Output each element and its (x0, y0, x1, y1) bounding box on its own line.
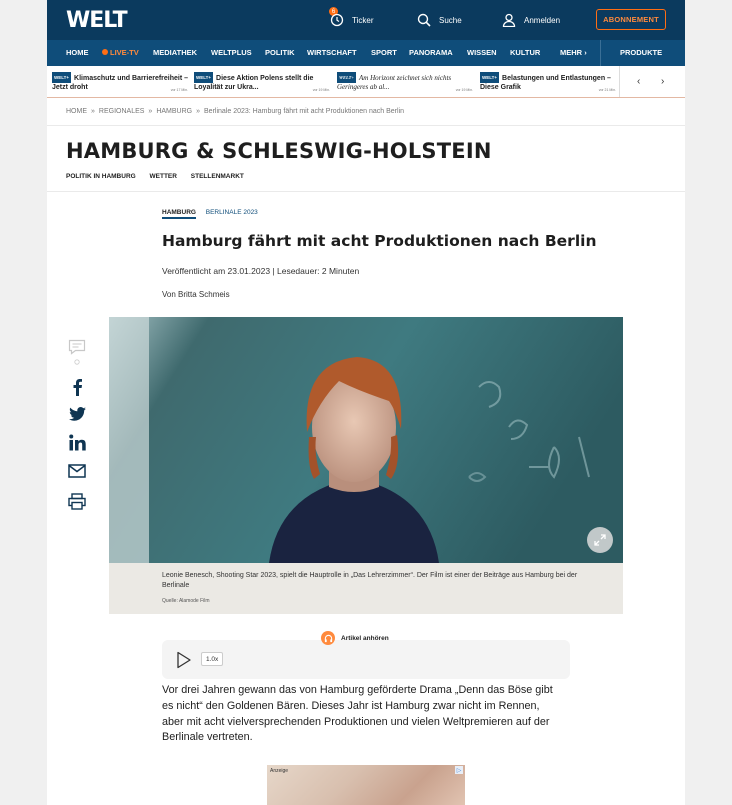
breadcrumb-item[interactable]: HOME (66, 108, 87, 115)
teaser-title: Belastungen und Entlastungen – Diese Grafik (480, 75, 611, 91)
nav-item-mediathek[interactable]: MEDIATHEK (153, 48, 198, 57)
teaser-item[interactable] (480, 72, 618, 94)
article-categories (162, 209, 258, 216)
nav-item-more[interactable] (560, 48, 587, 57)
category-link[interactable]: HAMBURG (162, 209, 196, 219)
welt-plus-badge: WELT+ (480, 72, 499, 83)
teaser-time: vor 19 Min. (455, 88, 473, 92)
article-headline: Hamburg fährt mit acht Produktionen nach Berlin (162, 232, 597, 250)
breadcrumb-item[interactable]: REGIONALES (98, 108, 145, 115)
chevron-right-icon: › (584, 48, 587, 57)
article-body: Vor drei Jahren gewann das von Hamburg geförderte Drama „Denn das Böse gibt es nicht“ den Goldenen Bären. Dieses Jahr ist Hamburg zwar nicht im Rennen, aber mit acht vielversprechenden Produktionen und vielen Weltpremieren auf der Berlinale vertreten. (162, 684, 553, 744)
teaser-time: vor 21 Min. (598, 88, 616, 92)
subscribe-button[interactable]: ABONNEMENT (596, 9, 666, 30)
linkedin-icon[interactable] (67, 432, 87, 452)
teaser-item[interactable] (194, 72, 332, 94)
divider (47, 125, 685, 126)
teaser-title: Diese Aktion Polens stellt die Loyalität zur Ukra... (194, 75, 314, 91)
ticker-label: Ticker (352, 15, 374, 25)
listen-article-label: Artikel anhören (341, 634, 389, 642)
search-link[interactable] (417, 0, 462, 40)
article-figure (109, 317, 623, 614)
nav-item-politik[interactable]: POLITIK (265, 48, 295, 57)
comment-count-icon (67, 357, 87, 367)
mail-icon[interactable] (67, 461, 87, 481)
nav-item-weltplus[interactable]: WELTPLUS (211, 48, 252, 57)
page (47, 0, 685, 805)
comment-icon[interactable] (67, 337, 87, 357)
main-nav (47, 40, 685, 66)
photo-caption: Leonie Benesch, Shooting Star 2023, spielt die Hauptrolle in „Das Lehrerzimmer“. Der Film ist einer der Beiträge aus Hamburg bei der Berlinale (162, 572, 578, 589)
strip-divider (619, 66, 620, 97)
sublink-politik[interactable]: POLITIK IN HAMBURG (66, 173, 136, 180)
nav-item-panorama[interactable]: PANORAMA (409, 48, 453, 57)
advertisement[interactable] (267, 765, 465, 805)
login-label: Anmelden (524, 15, 561, 25)
ad-label: Anzeige (270, 768, 289, 774)
section-title[interactable]: HAMBURG & SCHLESWIG-HOLSTEIN (66, 139, 492, 163)
teaser-item[interactable] (52, 72, 190, 94)
top-header (47, 0, 685, 40)
article-author: Von Britta Schmeis (162, 290, 230, 299)
headphones-icon (321, 631, 335, 645)
breadcrumb: HOME » REGIONALES » HAMBURG » Berlinale 2023: Hamburg fährt mit acht Produktionen nach Berlin (66, 108, 405, 115)
live-dot-icon (102, 49, 108, 55)
breadcrumb-current: Berlinale 2023: Hamburg fährt mit acht Produktionen nach Berlin (204, 108, 405, 115)
sublink-wetter[interactable]: WETTER (149, 173, 177, 180)
section-sublinks (66, 173, 256, 180)
nav-more-label: MEHR (560, 48, 583, 57)
welt-logo[interactable]: WELT (66, 8, 127, 33)
article-meta: Veröffentlicht am 23.01.2023 | Lesedauer: 2 Minuten (162, 266, 360, 276)
ad-choices-icon[interactable]: ▷ (456, 767, 462, 774)
login-link[interactable] (502, 0, 560, 40)
nav-item-home[interactable]: HOME (66, 48, 89, 57)
playback-speed-button[interactable]: 1.0x (201, 652, 223, 666)
teaser-time: vor 19 Min. (312, 88, 330, 92)
clock-icon (330, 13, 344, 27)
nav-item-wirtschaft[interactable]: WIRTSCHAFT (307, 48, 357, 57)
teaser-title: Am Horizont zeichnet sich nichts Geringeres ab al... (337, 74, 452, 91)
chevron-right-icon[interactable]: › (661, 76, 665, 87)
search-label: Suche (439, 15, 462, 25)
nav-item-produkte[interactable]: PRODUKTE (620, 48, 663, 57)
teaser-title: Klimaschutz und Barrierefreiheit – Jetzt droht (52, 75, 189, 91)
ticker-badge: 6 (329, 7, 338, 16)
twitter-icon[interactable] (67, 404, 87, 424)
sublink-stellenmarkt[interactable]: STELLENMARKT (190, 173, 244, 180)
nav-item-kultur[interactable]: KULTUR (510, 48, 541, 57)
divider (47, 191, 685, 192)
teaser-item[interactable] (337, 72, 475, 94)
photo-source: Quelle: Alamode Film (162, 598, 210, 604)
facebook-icon[interactable] (67, 377, 87, 397)
expand-icon[interactable] (587, 527, 613, 553)
audio-player (162, 640, 570, 679)
breadcrumb-item[interactable]: HAMBURG (156, 108, 193, 115)
welt-plus-badge: WELT+ (337, 72, 356, 83)
play-icon[interactable] (176, 651, 192, 674)
subcategory-link[interactable]: BERLINALE 2023 (205, 209, 258, 216)
ticker-link[interactable] (330, 0, 373, 40)
article-photo[interactable] (109, 317, 623, 563)
nav-divider (600, 40, 601, 66)
welt-plus-badge: WELT+ (194, 72, 213, 83)
teaser-time: vor 17 Min. (170, 88, 188, 92)
nav-item-wissen[interactable]: WISSEN (467, 48, 497, 57)
search-icon (417, 13, 431, 27)
welt-plus-badge: WELT+ (52, 72, 71, 83)
listen-article[interactable] (321, 631, 389, 645)
user-icon (502, 13, 516, 27)
teaser-strip (47, 66, 685, 98)
nav-item-live-tv-label: LIVE-TV (110, 48, 139, 57)
nav-item-live-tv[interactable] (102, 48, 139, 57)
chevron-left-icon[interactable]: ‹ (637, 76, 641, 87)
nav-item-sport[interactable]: SPORT (371, 48, 397, 57)
print-icon[interactable] (67, 491, 87, 511)
